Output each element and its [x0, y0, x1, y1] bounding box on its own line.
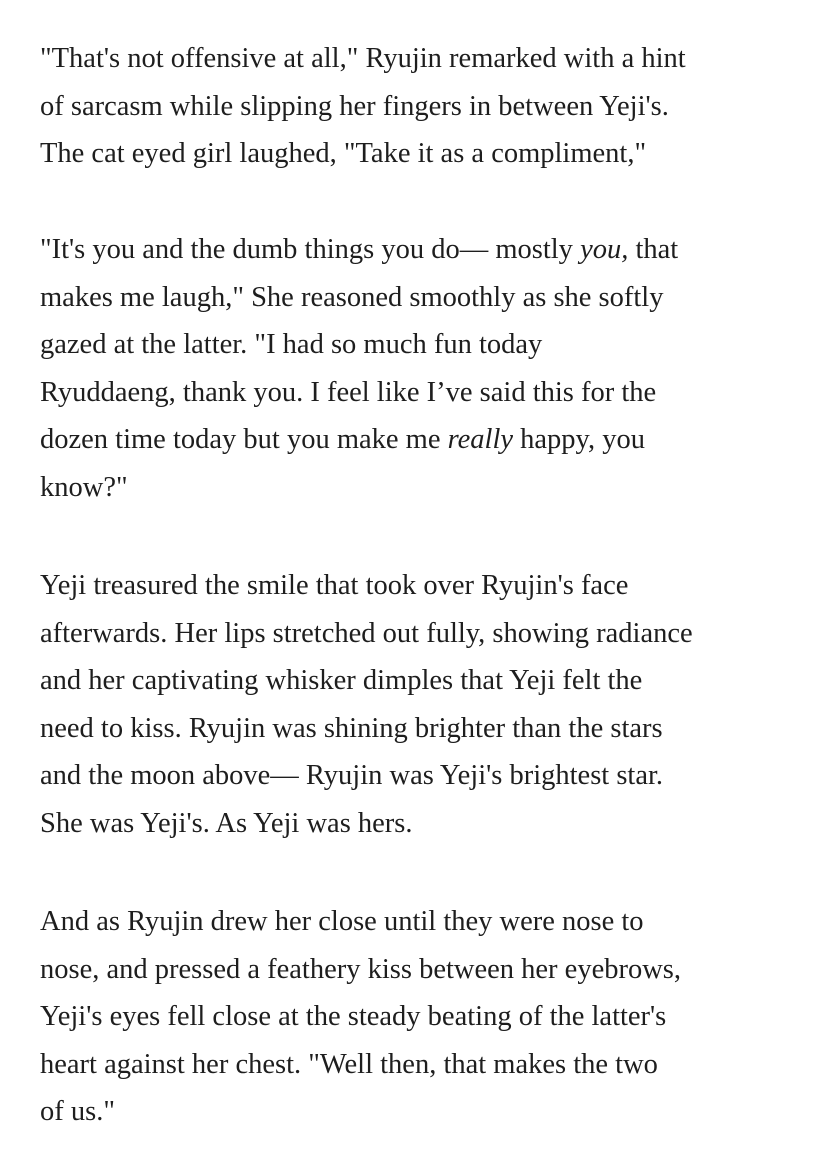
text-run: And as Ryujin drew her close until they were nose to	[40, 906, 644, 937]
text-line	[40, 83, 686, 131]
text-run: makes me laugh," She reasoned smoothly as she softly	[40, 281, 664, 313]
text-line	[40, 752, 693, 800]
text-line	[40, 274, 678, 322]
text-run: afterwards. Her lips stretched out fully, showing radiance	[40, 617, 693, 649]
paragraph-2	[40, 226, 678, 512]
text-line	[40, 130, 686, 178]
text-run: and her captivating whisker dimples that Yeji felt the	[40, 665, 643, 697]
text-line	[40, 369, 678, 417]
text-line	[40, 946, 681, 994]
text-line	[40, 898, 681, 946]
text-run: Yeji treasured the smile that took over Ryujin's face	[40, 570, 629, 601]
text-run: heart against her chest. "Well then, that makes the two	[40, 1048, 658, 1080]
text-run: happy, you	[513, 424, 645, 456]
text-run: gazed at the latter. "I had so much fun today	[40, 329, 543, 361]
text-run: of us."	[40, 1096, 115, 1128]
text-line	[40, 562, 693, 610]
text-line	[40, 416, 678, 464]
text-run: and the moon above— Ryujin was Yeji's brightest star.	[40, 760, 664, 792]
text-run: of sarcasm while slipping her fingers in between Yeji's.	[40, 90, 669, 122]
italic-text-run: you,	[580, 234, 629, 265]
text-line	[40, 610, 693, 658]
paragraph-4	[40, 898, 681, 1136]
text-line	[40, 464, 678, 512]
text-run: that	[628, 234, 679, 265]
italic-text-run: really	[447, 424, 514, 456]
text-run: need to kiss. Ryujin was shining brighter than the stars	[40, 712, 663, 744]
text-run: dozen time today but you make me	[40, 424, 448, 456]
text-line	[40, 226, 678, 274]
text-run: nose, and pressed a feathery kiss between her eyebrows,	[40, 953, 682, 985]
paragraph-1	[40, 35, 686, 178]
text-line	[40, 1041, 681, 1089]
paragraph-3	[40, 562, 693, 848]
text-run: "That's not offensive at all," Ryujin remarked with a hint	[40, 43, 686, 74]
text-run: Yeji's eyes fell close at the steady beating of the latter's	[40, 1001, 667, 1033]
text-line	[40, 321, 678, 369]
text-line	[40, 800, 693, 848]
text-line	[40, 657, 693, 705]
text-line	[40, 1088, 681, 1136]
text-run: The cat eyed girl laughed, "Take it as a compliment,"	[40, 138, 647, 170]
text-line	[40, 35, 686, 83]
text-run: She was Yeji's. As Yeji was hers.	[40, 807, 413, 839]
text-line	[40, 705, 693, 753]
text-run: know?"	[40, 471, 128, 503]
text-run: "It's you and the dumb things you do— mostly	[40, 234, 581, 265]
text-run: Ryuddaeng, thank you. I feel like I’ve said this for the	[40, 376, 657, 408]
text-line	[40, 993, 681, 1041]
